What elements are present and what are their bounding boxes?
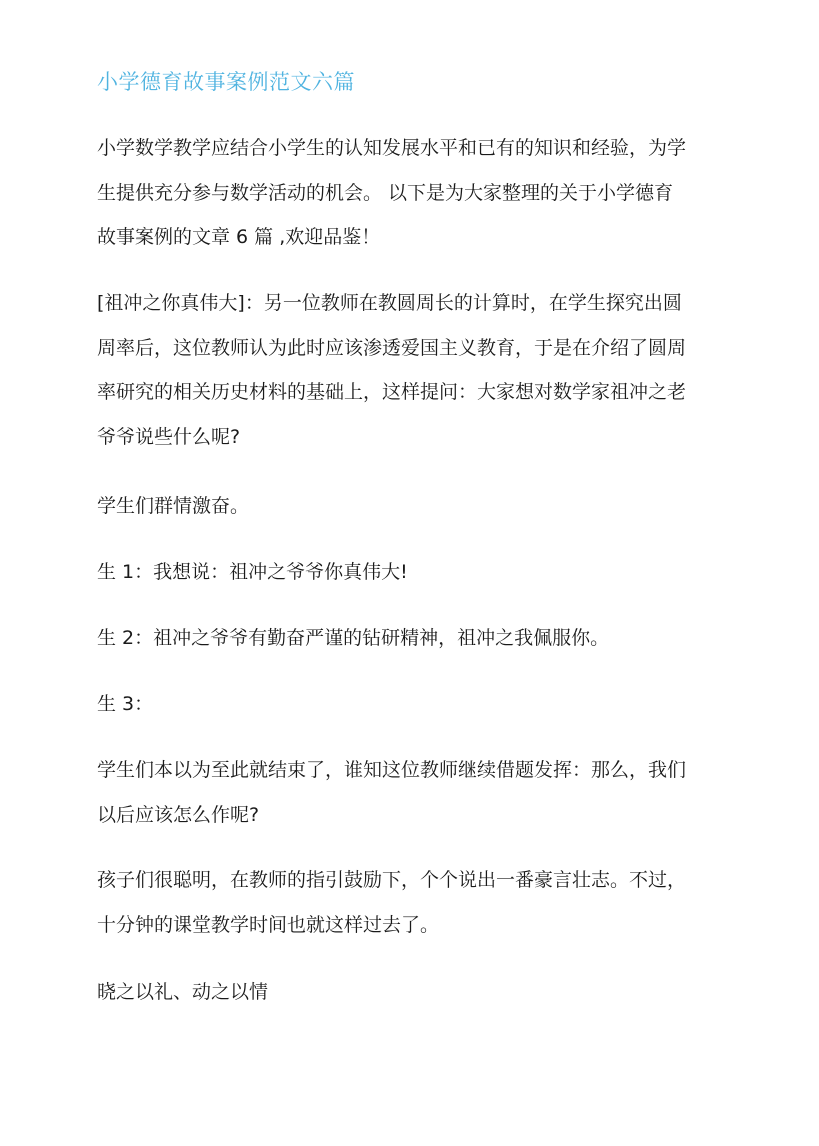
paragraph-line: 生提供充分参与数学活动的机会。 以下是为大家整理的关于小学德育 [97,181,674,204]
paragraph-line: 故事案例的文章 6 篇 ,欢迎品鉴！ [97,226,381,248]
paragraph-line: 以后应该怎么作呢? [97,803,260,826]
paragraph-line: 爷爷说些什么呢? [97,425,241,448]
paragraph-line: 小学数学教学应结合小学生的认知发展水平和已有的知识和经验，为学 [97,137,687,159]
paragraph-line: 孩子们很聪明，在教师的指引鼓励下，个个说出一番豪言壮志。不过， [97,869,687,891]
paragraph-line: 生 2：祖冲之爷爷有勤奋严谨的钻研精神，祖冲之我佩服你。 [97,627,610,649]
paragraph-line: 生 3： [97,693,154,715]
story-paragraph [97,281,717,459]
paragraph-line: 学生们群情激奋。 [97,495,250,517]
student-2-paragraph [97,616,717,661]
paragraph-line: 生 1：我想说：祖冲之爷爷你真伟大! [97,561,408,583]
student-3-paragraph [97,682,717,727]
section-heading [97,970,717,1015]
paragraph-line: 学生们本以为至此就结束了，谁知这位教师继续借题发挥：那么，我们 [97,759,687,781]
document-title: 小学德育故事案例范文六篇 [97,70,355,94]
paragraph-line: 周率后，这位教师认为此时应该渗透爱国主义教育，于是在介绍了圆周 [97,336,687,359]
paragraph-line: 率研究的相关历史材料的基础上，这样提问：大家想对数学家祖冲之老 [97,381,687,403]
student-1-paragraph [97,550,717,595]
body-paragraph [97,748,717,837]
paragraph-line: [祖冲之你真伟大]：另一位教师在教圆周长的计算时，在学生探究出圆 [97,292,682,314]
body-paragraph [97,858,717,947]
paragraph-line: 晓之以礼、动之以情 [97,981,269,1003]
body-paragraph [97,484,717,529]
paragraph-line: 十分钟的课堂教学时间也就这样过去了。 [97,913,440,936]
intro-paragraph [97,126,717,260]
